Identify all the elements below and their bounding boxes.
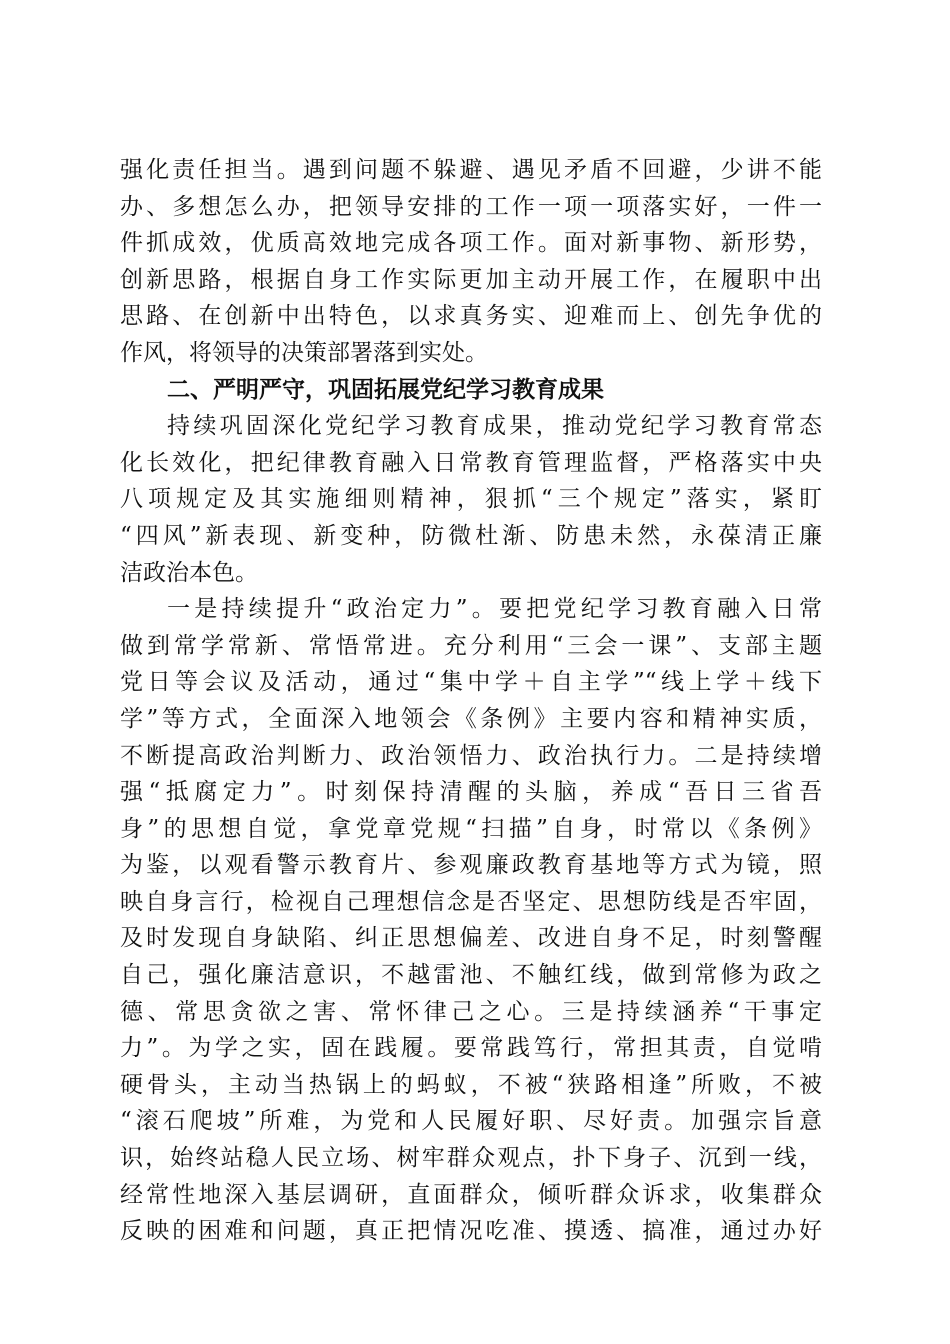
document-body xyxy=(120,152,822,1250)
text-line: 反映的困难和问题，真正把情况吃准、摸透、搞准，通过办好 xyxy=(120,1218,822,1245)
section-heading: 二、严明严守，巩固拓展党纪学习教育成果 xyxy=(167,376,604,403)
text-line: 力”。为学之实，固在践履。要常践笃行，常担其责，自觉啃 xyxy=(120,1035,822,1062)
text-line: 识，始终站稳人民立场、树牢群众观点，扑下身子、沉到一线， xyxy=(120,1145,822,1172)
text-line: 作风，将领导的决策部署落到实处。 xyxy=(120,339,488,366)
text-line: 映自身言行，检视自己理想信念是否坚定、思想防线是否牢固， xyxy=(120,888,822,915)
text-line: 创新思路，根据自身工作实际更加主动开展工作，在履职中出 xyxy=(120,266,822,293)
text-line: 洁政治本色。 xyxy=(120,559,258,586)
text-line: 八项规定及其实施细则精神，狠抓“三个规定”落实，紧盯 xyxy=(120,486,822,513)
text-line: 自己，强化廉洁意识，不越雷池、不触红线，做到常修为政之 xyxy=(120,962,822,989)
text-line: 强化责任担当。遇到问题不躲避、遇见矛盾不回避，少讲不能 xyxy=(120,157,822,183)
text-line: 化长效化，把纪律教育融入日常教育管理监督，严格落实中央 xyxy=(120,449,822,476)
text-line: 一是持续提升“政治定力”。要把党纪学习教育融入日常 xyxy=(167,596,822,623)
text-line: 件抓成效，优质高效地完成各项工作。面对新事物、新形势， xyxy=(120,230,822,257)
text-line: 做到常学常新、常悟常进。充分利用“三会一课”、支部主题 xyxy=(120,632,822,659)
paragraph-discipline-results xyxy=(120,408,822,591)
text-line: 德、常思贪欲之害、常怀律己之心。三是持续涵养“干事定 xyxy=(120,998,822,1025)
text-line: 硬骨头，主动当热锅上的蚂蚁，不被“狭路相逢”所败，不被 xyxy=(120,1071,822,1098)
text-line: “四风”新表现、新变种，防微杜渐、防患未然，永葆清正廉 xyxy=(120,522,822,549)
text-line: 党日等会议及活动，通过“集中学＋自主学”“线上学＋线下 xyxy=(120,669,822,696)
text-line: 不断提高政治判断力、政治领悟力、政治执行力。二是持续增 xyxy=(120,742,822,769)
paragraph-responsibility xyxy=(120,152,822,372)
text-line: 为鉴，以观看警示教育片、参观廉政教育基地等方式为镜，照 xyxy=(120,852,822,879)
text-line: 经常性地深入基层调研，直面群众，倾听群众诉求，收集群众 xyxy=(120,1181,822,1208)
text-line: 思路、在创新中出特色，以求真务实、迎难而上、创先争优的 xyxy=(120,303,822,330)
text-line: 办、多想怎么办，把领导安排的工作一项一项落实好，一件一 xyxy=(120,193,822,220)
paragraph-political-resolve xyxy=(120,591,822,1250)
text-line: 持续巩固深化党纪学习教育成果，推动党纪学习教育常态 xyxy=(167,413,822,440)
text-line: 身”的思想自觉，拿党章党规“扫描”自身，时常以《条例》 xyxy=(120,815,822,842)
text-line: 及时发现自身缺陷、纠正思想偏差、改进自身不足，时刻警醒 xyxy=(120,925,822,952)
text-line: “滚石爬坡”所难，为党和人民履好职、尽好责。加强宗旨意 xyxy=(120,1108,822,1135)
text-line: 强“抵腐定力”。时刻保持清醒的头脑，养成“吾日三省吾 xyxy=(120,779,822,806)
text-line: 学”等方式，全面深入地领会《条例》主要内容和精神实质， xyxy=(120,705,822,732)
